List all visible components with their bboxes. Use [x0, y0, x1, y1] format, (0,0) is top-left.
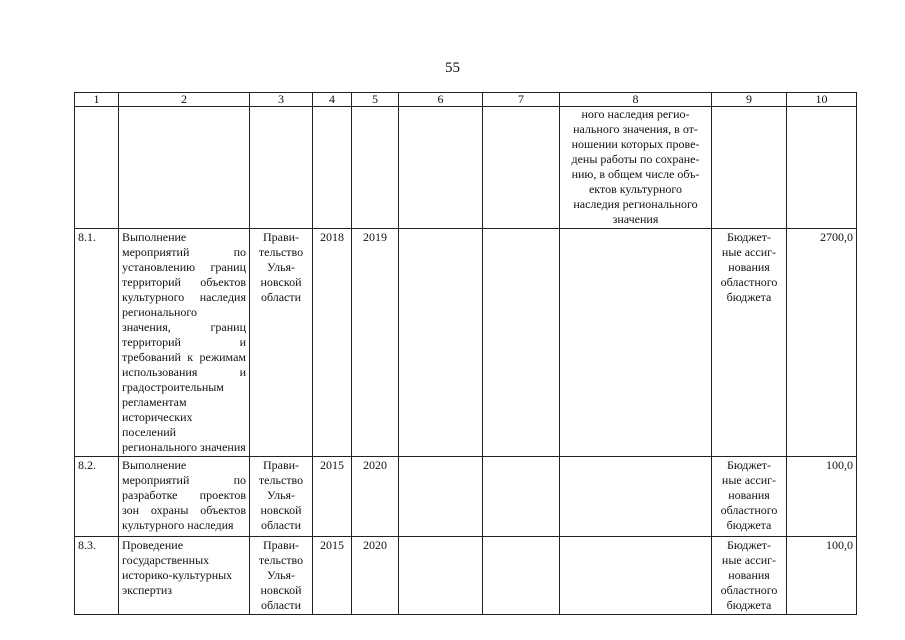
- program-table: [74, 92, 857, 615]
- column-header: 9: [712, 93, 787, 107]
- table-cell: [560, 537, 712, 615]
- item-start-year: 2015: [313, 457, 352, 537]
- item-end-year: 2020: [352, 457, 399, 537]
- table-cell: [352, 107, 399, 229]
- table-row-continuation: [75, 107, 857, 229]
- column-header: 2: [119, 93, 250, 107]
- header-row: [75, 93, 857, 107]
- column-header: 8: [560, 93, 712, 107]
- table-row: [75, 229, 857, 457]
- table-cell: [399, 537, 483, 615]
- column-header: 10: [787, 93, 857, 107]
- table-cell: [483, 229, 560, 457]
- item-funding-source: Бюджет- ные ассиг- нования областного бюджета: [712, 537, 787, 615]
- table-cell: [313, 107, 352, 229]
- table-cell: [483, 537, 560, 615]
- column-header: 4: [313, 93, 352, 107]
- item-start-year: 2018: [313, 229, 352, 457]
- indicator-text: ного наследия регио- нального значения, в от- ношении которых прове- дены работы по сохране- нию, в общем числе объ- ектов культурного наследия регионального значения: [560, 107, 712, 229]
- item-amount: 100,0: [787, 457, 857, 537]
- item-name: Проведение государственных историко-культурных экспертиз: [119, 537, 250, 615]
- table-cell: [119, 107, 250, 229]
- item-name: Выполнение мероприятий по установлению границ территорий объектов культурного наследия регионального значения, границ территорий и требований к режимам использования и градостроительным регламентам исторических поселений регионального значения: [119, 229, 250, 457]
- item-number: 8.2.: [75, 457, 119, 537]
- table-cell: [560, 229, 712, 457]
- column-header: 5: [352, 93, 399, 107]
- item-executor: Прави- тельство Улья- новской области: [250, 537, 313, 615]
- item-amount: 2700,0: [787, 229, 857, 457]
- item-number: 8.3.: [75, 537, 119, 615]
- table-cell: [560, 457, 712, 537]
- item-start-year: 2015: [313, 537, 352, 615]
- column-header: 6: [399, 93, 483, 107]
- table-cell: [75, 107, 119, 229]
- table-cell: [399, 457, 483, 537]
- table-cell: [787, 107, 857, 229]
- item-number: 8.1.: [75, 229, 119, 457]
- item-executor: Прави- тельство Улья- новской области: [250, 457, 313, 537]
- table-cell: [712, 107, 787, 229]
- table-cell: [250, 107, 313, 229]
- table-cell: [483, 457, 560, 537]
- item-funding-source: Бюджет- ные ассиг- нования областного бюджета: [712, 457, 787, 537]
- item-end-year: 2020: [352, 537, 399, 615]
- item-funding-source: Бюджет- ные ассиг- нования областного бюджета: [712, 229, 787, 457]
- page-number: 55: [445, 60, 460, 76]
- table-cell: [399, 107, 483, 229]
- table-cell: [483, 107, 560, 229]
- item-amount: 100,0: [787, 537, 857, 615]
- item-end-year: 2019: [352, 229, 399, 457]
- column-header: 7: [483, 93, 560, 107]
- item-executor: Прави- тельство Улья- новской области: [250, 229, 313, 457]
- table-row: [75, 457, 857, 537]
- table-cell: [399, 229, 483, 457]
- item-name: Выполнение мероприятий по разработке проектов зон охраны объектов культурного наследия: [119, 457, 250, 537]
- column-header: 3: [250, 93, 313, 107]
- column-header: 1: [75, 93, 119, 107]
- table-row: [75, 537, 857, 615]
